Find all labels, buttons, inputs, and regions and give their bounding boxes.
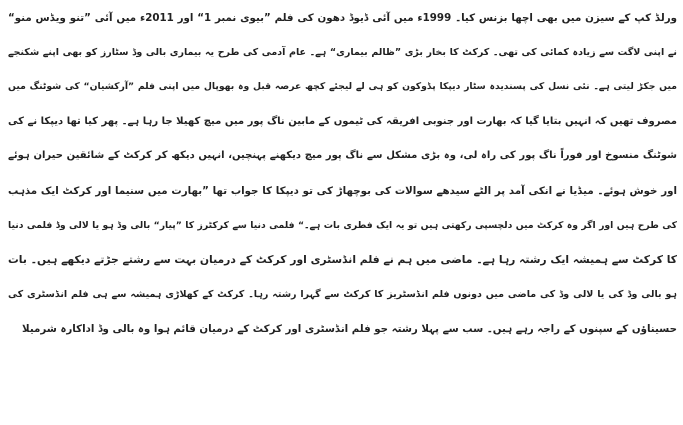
article-line: نے اپنی لاگت سے زیادہ کمائی کی تھی۔ کرکٹ کا بخار بڑی ”ظالم بیماری“ ہے۔ عام آدمی کی طرح یہ بیماری بالی وڈ سٹارز کو بھی اپنے شکنجے: [8, 46, 677, 58]
article-line: شوٹنگ منسوخ اور فوراً ناگ پور کی راہ لی، وہ بڑی مشکل سے ناگ پور میچ دیکھنے پہنچیں، انہیں دیکھ کر کرکٹ کے شائقین حیران ہوئے: [8, 150, 677, 162]
article-line: ہو بالی وڈ کی یا لالی وڈ کی ماضی میں دونوں فلم انڈسٹریز کا کرکٹ سے گہرا رشتہ رہا۔ کرکٹ کے کھلاڑی ہمیشہ سے ہی فلم انڈسٹری کی: [8, 288, 677, 300]
article-line: حسیناؤں کے سپنوں کے راجہ رہے ہیں۔ سب سے پہلا رشتہ جو فلم انڈسٹری اور کرکٹ کے درمیان قائم ہوا وہ بالی وڈ اداکارہ شرمیلا: [22, 323, 677, 336]
article-line: کا کرکٹ سے ہمیشہ ایک رشتہ رہا ہے۔ ماضی میں ہم نے فلم انڈسٹری اور کرکٹ کے درمیان بہت سے رشتے جڑتے دیکھے ہیں۔ بات: [8, 253, 677, 267]
article-line: ورلڈ کپ کے سیزن میں بھی اچھا بزنس کیا۔ 1999ء میں آئی ڈیوڈ دھون کی فلم ”بیوی نمبر 1“ اور 2011ء میں آئی ”تنو ویڈس منو“: [8, 12, 677, 24]
article-line: اور خوش ہوئے۔ میڈیا نے انکی آمد پر الٹے سیدھے سوالات کی بوچھاڑ کی تو دیپکا کا جواب تھا ”بھارت میں سنیما اور کرکٹ ایک مذہب: [8, 184, 677, 197]
article-line: مصروف تھیں کہ انہیں بتایا گیا کہ بھارت اور جنوبی افریقہ کی ٹیموں کے مابین ناگ پور میں میچ کھیلا جا رہا ہے۔ پھر کیا تھا دیپکا نے کی: [8, 115, 677, 127]
article-line: کی طرح ہیں اور اگر وہ کرکٹ میں دلچسپی رکھتی ہیں تو یہ ایک فطری بات ہے۔“ فلمی دنیا سے کرکٹرز کا ”پیار“ بالی وڈ ہو یا لالی وڈ فلمی دنیا: [8, 219, 677, 231]
article-line: میں جکڑ لیتی ہے۔ نئی نسل کی پسندیدہ سٹار دیپکا پڈوکون کو ہی لے لیجئے کچھ عرصہ قبل وہ بھوپال میں اپنی فلم ”آرکشیان“ کی شوٹنگ میں: [8, 81, 677, 93]
urdu-article-body: [8, 6, 677, 352]
